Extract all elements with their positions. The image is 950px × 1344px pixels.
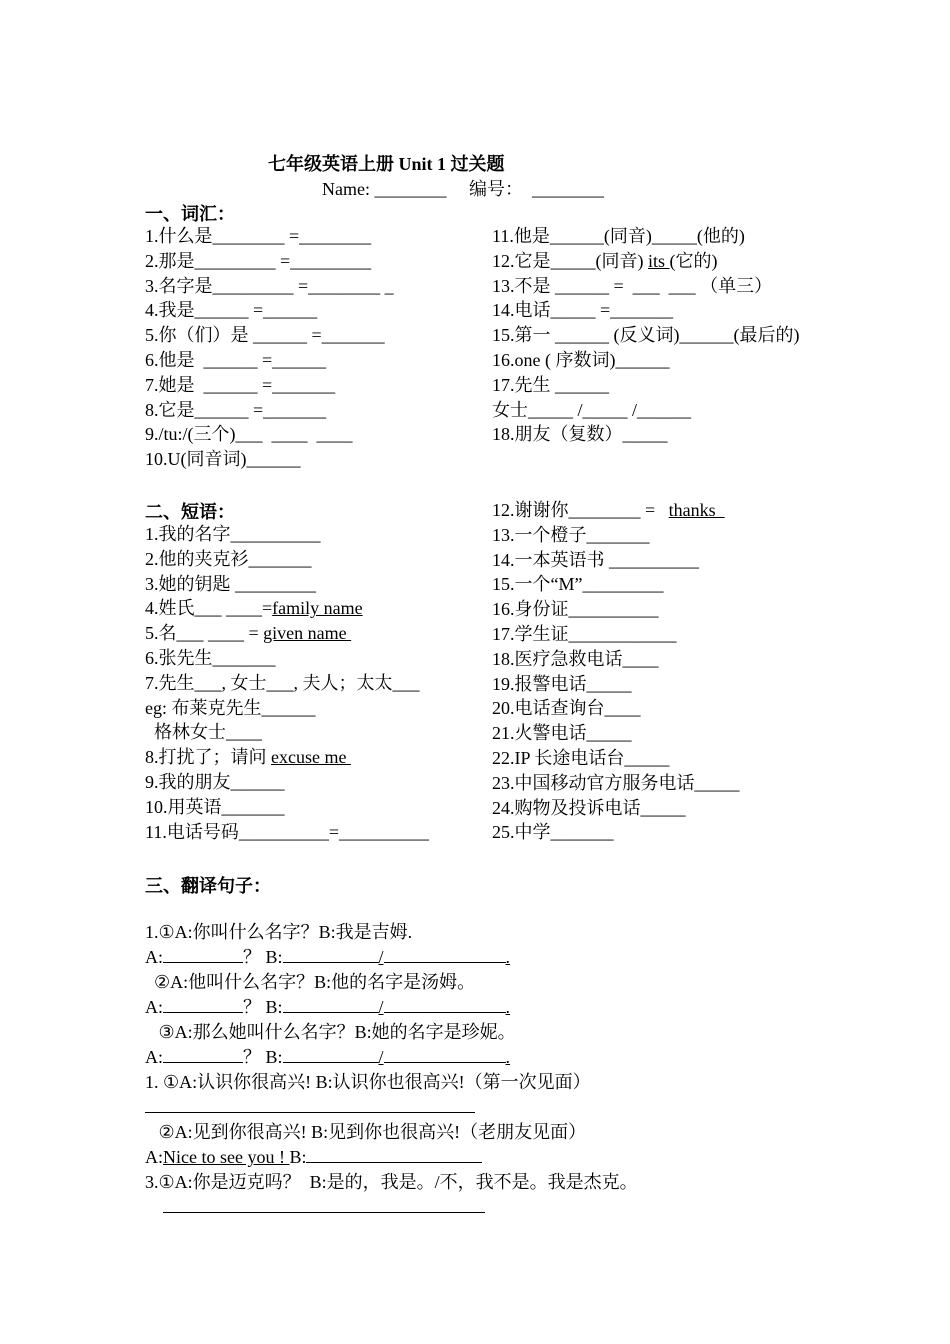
answer-label: B: <box>289 1147 307 1167</box>
phrase-item: 14.一本英语书 __________ <box>492 549 699 570</box>
vocab-right-column <box>492 224 807 447</box>
phrase-item: 16.身份证__________ <box>492 599 659 620</box>
phrase-item <box>145 745 480 770</box>
phrase-item: 3.她的钥匙 _________ <box>145 573 316 594</box>
blank-line[interactable] <box>283 1048 379 1063</box>
blank-line[interactable] <box>283 998 379 1013</box>
answer-slash: / <box>378 1047 384 1067</box>
vocab-item: 15.第一 ______ (反义词)______(最后的) <box>492 325 800 346</box>
phrase-item: 21.火警电话_____ <box>492 723 632 744</box>
blank-line[interactable] <box>145 1098 475 1113</box>
blank-line[interactable] <box>283 948 379 963</box>
phrase-item: 2.他的夹克衫_______ <box>145 548 312 569</box>
answer-its: its <box>648 250 670 271</box>
phrase-item: 17.学生证____________ <box>492 623 677 644</box>
phrase-item: 25.中学_______ <box>492 822 614 843</box>
answer-line <box>145 1045 845 1070</box>
answer-excuse-me: excuse me <box>271 747 351 768</box>
phrase-item <box>145 596 480 621</box>
answer-line <box>145 1195 845 1220</box>
vocab-item: 11.他是______(同音)_____(他的) <box>492 226 745 246</box>
vocab-item: 女士_____ /_____ /______ <box>492 399 692 420</box>
answer-slash: / <box>378 947 384 967</box>
translate-heading: 三、翻译句子： <box>145 876 271 896</box>
translate-section <box>145 920 845 1220</box>
phrase-item: eg: 布莱克先生______ <box>145 697 316 718</box>
phrase-item: 6.张先生_______ <box>145 647 276 668</box>
phrase-item: 1.我的名字__________ <box>145 524 321 544</box>
vocab-left-column <box>145 224 480 472</box>
vocab-heading: 一、词汇： <box>145 204 235 224</box>
blank-line[interactable] <box>163 998 243 1013</box>
answer-period: . <box>505 997 511 1017</box>
vocab-item: 16.one ( 序数词)______ <box>492 349 670 370</box>
vocab-item-text: (它的) <box>669 250 718 271</box>
vocab-item: 13.不是 ______ = ___ ___ （单三） <box>492 275 773 296</box>
page-title: 七年级英语上册 Unit 1 过关题 <box>268 154 505 174</box>
answer-label: ？ B: <box>243 1047 283 1067</box>
blank-line[interactable] <box>384 998 506 1013</box>
blank-line[interactable] <box>163 1048 243 1063</box>
answer-label: ？ B: <box>243 997 283 1017</box>
phrase-item: 22.IP 长途电话台_____ <box>492 747 670 768</box>
answer-given-name: given name <box>263 623 352 644</box>
vocab-item: 8.它是______ =_______ <box>145 399 327 420</box>
phrase-item <box>492 498 807 523</box>
phrase-item: 23.中国移动官方服务电话_____ <box>492 772 740 793</box>
phrase-item: 20.电话查询台____ <box>492 698 641 719</box>
phrase-item: 15.一个“M”_________ <box>492 574 664 595</box>
vocab-item: 7.她是 ______ =_______ <box>145 374 336 395</box>
vocab-item: 14.电话_____ =_______ <box>492 300 674 321</box>
answer-label: ？ B: <box>243 947 283 967</box>
phrase-item-text: 12.谢谢你________ = <box>492 500 669 520</box>
phrase-item-text: 4.姓氏___ ____= <box>145 598 273 619</box>
vocab-item: 10.U(同音词)______ <box>145 449 301 470</box>
vocab-item: 5.你（们）是 ______ =_______ <box>145 325 385 346</box>
answer-line <box>145 1145 845 1170</box>
vocab-item-text: 12.它是_____(同音) <box>492 250 648 271</box>
vocab-item: 9./tu:/(三个)___ ____ ____ <box>145 424 353 445</box>
answer-period: . <box>505 947 511 967</box>
translate-prompt: ②A:见到你很高兴! B:见到你也很高兴!（老朋友见面） <box>145 1122 587 1142</box>
answer-period: . <box>505 1047 511 1067</box>
phrase-item: 格林女士____ <box>145 722 262 743</box>
answer-label: A: <box>145 1047 163 1067</box>
answer-thanks: thanks <box>668 500 725 520</box>
answer-label: A: <box>145 997 163 1017</box>
phrase-item <box>145 621 480 646</box>
phrase-item: 19.报警电话_____ <box>492 673 632 694</box>
phrase-item: 9.我的朋友______ <box>145 771 285 792</box>
vocab-item: 6.他是 ______ =______ <box>145 349 327 370</box>
vocab-item: 3.名字是_________ =________ _ <box>145 275 394 296</box>
vocab-item: 4.我是______ =______ <box>145 300 318 321</box>
answer-label: A: <box>145 947 163 967</box>
translate-prompt: ③A:那么她叫什么名字？B:她的名字是珍妮。 <box>145 1022 516 1042</box>
answer-label: A: <box>145 1147 163 1167</box>
vocab-item <box>492 249 807 274</box>
phrase-item-text: 5.名___ ____ = <box>145 623 264 644</box>
phrase-item: 7.先生___, 女士___, 夫人；太太___ <box>145 672 420 693</box>
translate-prompt: 3.①A:你是迈克吗？ B:是的，我是。/不，我不是。我是杰克。 <box>145 1172 638 1192</box>
answer-family-name: family name <box>272 598 363 619</box>
name-number-line: Name: ________ 编号： ________ <box>322 179 604 199</box>
phrase-right-column <box>492 498 807 845</box>
phrase-item: 24.购物及投诉电话_____ <box>492 797 686 818</box>
phrase-item: 13.一个橙子_______ <box>492 524 650 545</box>
translate-prompt: 1.①A:你叫什么名字？B:我是吉姆. <box>145 922 413 942</box>
answer-line <box>145 945 845 970</box>
blank-line[interactable] <box>163 1198 485 1213</box>
vocab-item: 17.先生 ______ <box>492 374 609 395</box>
translate-prompt: ②A:他叫什么名字？B:他的名字是汤姆。 <box>145 972 476 992</box>
phrase-item-text: 8.打扰了；请问 <box>145 747 271 768</box>
answer-nice-to-see-you: Nice to see you ! <box>163 1147 290 1167</box>
blank-line[interactable] <box>163 948 243 963</box>
phrase-item: 18.医疗急救电话____ <box>492 648 659 669</box>
phrase-item: 11.电话号码__________=__________ <box>145 821 429 842</box>
vocab-item: 1.什么是________ =________ <box>145 226 372 246</box>
answer-line <box>145 995 845 1020</box>
answer-slash: / <box>378 997 384 1017</box>
blank-line[interactable] <box>384 1048 506 1063</box>
phrase-heading: 二、短语： <box>145 502 235 522</box>
phrase-left-column <box>145 522 480 844</box>
vocab-item: 2.那是_________ =_________ <box>145 250 372 271</box>
phrase-item: 10.用英语_______ <box>145 796 285 817</box>
translate-prompt: 1. ①A:认识你很高兴! B:认识你也很高兴!（第一次见面） <box>145 1072 591 1092</box>
blank-line[interactable] <box>306 1148 482 1163</box>
answer-line <box>145 1095 845 1120</box>
blank-line[interactable] <box>384 948 506 963</box>
vocab-item: 18.朋友（复数）_____ <box>492 424 668 445</box>
